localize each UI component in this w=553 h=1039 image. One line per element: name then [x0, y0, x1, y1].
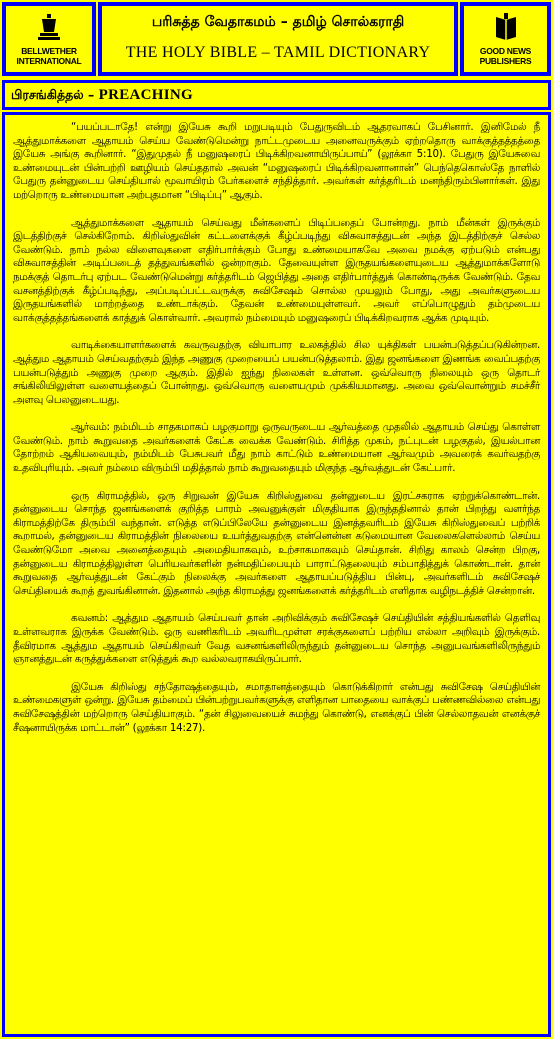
title-tamil: பரிசுத்த வேதாகமம் – தமிழ் சொல்கராதி — [151, 14, 405, 30]
paragraph: வாடிக்கையாளர்களைக் கவருவதற்கு வியாபார உலகத்தில் சில யுக்திகள் பயன்படுத்தப்படுகின்றன. ஆத்தும ஆதாயம் செய்வதற்கும் இந்த அணுகு முறையைப் பயன்படுத்தலாம். இது ஜனங்களை இணங்க வைப்பதற்கு பயன்படுத்தும் அணுகு முறை ஆகும். இதில் ஐந்து நிலைகள் உள்ளன. ஒவ்வொரு நிலையும் ஒரு தொடர் சங்கிலியிலுள்ள வளையத்தைப் போன்றது. ஒவ்வொரு வளையமும் முக்கியமானது. அவை ஒவ்வொன்றும் சமச்சீர் அளவு பெலனுடையது. — [13, 339, 540, 406]
bellwether-logo — [6, 12, 92, 66]
topic-bar — [2, 80, 551, 110]
paragraph: ஆத்துமாக்களை ஆதாயம் செய்வது மீன்களைப் பிடிப்பதைப் போன்றது. நாம் மீன்கள் இருக்கும் இடத்திற்குச் செல்கிறோம். கிறிஸ்துவின் கட்டளைக்குக் கீழ்ப்படிந்து விசுவாசத்துடன் அந்த இடத்திற்குச் செல்ல வேண்டும். நாம் நல்ல விளைவுகளை எதிர்பார்க்கும் போது உண்மையாகவே அவை நமக்கு ஏற்படும் என்பது விசுவாசத்தின் அடிப்படைத் தத்துவங்களில் ஒன்றாகும். தேவையுள்ள இருதயங்களையுடைய ஆத்துமாக்களோடு நமக்குத் தொடர்பு ஏற்பட வேண்டுமென்று கர்த்தரிடம் ஜெபித்து அதை எதிர்பார்த்துக் கொண்டிருக்க வேண்டும். தேவ வசனத்திற்குக் கீழ்ப்படிந்து, அப்படிப்பட்டவருக்கு சுவிசேஷம் சொல்ல முயலும் போது, அது அவர்களுடைய இருதயங்களில் மாற்றத்தை உண்டாக்கும். தேவன் உண்மையுள்ளவர். அவர் எப்பொழுதும் தம்முடைய வாக்குத்தத்தங்களைக் காத்துக் கொள்வார். அவரால் நம்மையும் மனுஷரைப் பிடிக்கிறவராக ஆக்க முடியும். — [13, 216, 540, 324]
lamp-icon — [36, 12, 62, 42]
topic-tamil: பிரசங்கித்தல் — [11, 87, 84, 102]
topic-heading — [11, 87, 193, 104]
book-icon — [493, 12, 519, 42]
paragraph: ஆர்வம்: நம்மிடம் சாதகமாகப் பழகுமாறு ஒருவருடைய ஆர்வத்தை முதலில் ஆதாயம் செய்து கொள்ள வேண்டும். நாம் கூறுவதை அவர்களைக் கேட்க வைக்க வேண்டும். சிரித்த முகம், நட்புடன் பழகுதல், இயல்பான தோற்றம் ஆகியவையும், நம்மிடம் பேசுபவர் மீது நாம் காட்டும் உண்மையான ஆர்வமும் அவரைக் கவர்வதற்கு உதவிபுரியும். அவர் நம்மை விரும்பி மதித்தால் நாம் கூறுவதையும் மிகுந்த ஆர்வத்துடன் கேட்பார். — [13, 421, 540, 475]
good-news-logo — [464, 12, 547, 66]
right-logo-box — [460, 2, 551, 76]
right-logo-text: GOOD NEWS PUBLISHERS — [479, 46, 532, 66]
header — [0, 0, 553, 78]
topic-separator: – — [83, 87, 99, 102]
paragraph: ஒரு கிராமத்தில், ஒரு சிறுவன் இயேசு கிறிஸ்துவை தன்னுடைய இரட்சகராக ஏற்றுக்கொண்டான். தன்னுடைய சொந்த ஜனங்களைக் குறித்த பாரம் அவனுக்குள் மிகுதியாக இருந்ததினால் தான் பிறந்து வளர்ந்த கிராமத்திற்கே திரும்பி வந்தான். எடுத்த எடுப்பிலேயே தன்னுடைய இனத்தவரிடம் இயேசு கிறிஸ்துவைப் பற்றிக் கூறாமல், தன்னுடைய கிராமத்தின் நிலையை உயர்த்துவதற்கு என்னென்ன கடுமையான வேலைகளெல்லாம் செய்ய வேண்டுமோ அவை அனைத்தையும் அமைதியாகவும், உற்சாகமாகவும் செய்தான். சிறிது காலம் சென்ற பிறகு, தன்னுடைய கிராமத்திலுள்ள பெரியவர்களின் நன்மதிப்பையும் பாராட்டுதலையும் சம்பாதித்துக் கொண்டான். தான் கூறுவதை ஆர்வத்துடன் கேட்கும் நிலைக்கு அவர்களை ஆதாயப்படுத்திய பின்பு, அவர்களிடம் சுவிசேஷச் செய்தியைக் கூறத் துவங்கினான். இதனால் அந்த கிராமத்து ஜனங்களைக் கர்த்தரிடம் எளிதாக வழிநடத்திச் சென்றான். — [13, 489, 540, 597]
title-box — [98, 2, 458, 76]
paragraph: “பயப்படாதே! என்று இயேசு கூறி மறுபடியும் பேதுருவிடம் ஆதரவாகப் பேசினார். இனிமேல் நீ ஆத்துமாக்களை ஆதாயம் செய்ய வேண்டுமென்று நாட்டமுடைய அனைவருக்கும் ஏற்றதொரு வாக்குத்தத்தத்தை இயேசு அங்கு கூறினார். “இதுமுதல் நீ மனுஷரைப் பிடிக்கிறவனாயிருப்பாய்” (லூக்கா 5:10). பேதுரு இயேசுவை உண்மையுடன் பின்பற்றி ஊழியம் செய்ததால் அவன் “மனுஷரைப் பிடிக்கிறவனானான்” பெந்தெகொஸ்தே நாளில் பேதுரு தன்னுடைய செய்தியால் மூவாயிரம் பேர்களைச் சந்தித்தார். அவர்கள் கர்த்தரிடம் மனந்திரும்பினார்கள். இது மற்றொரு உண்மையான அற்புதமான “பிடிப்பு” ஆகும். — [13, 121, 540, 201]
title-english: THE HOLY BIBLE – TAMIL DICTIONARY — [125, 44, 431, 61]
article-body — [2, 112, 551, 1037]
paragraph: இயேசு கிறிஸ்து சந்தோஷத்தையும், சமாதானத்தையும் கொடுக்கிறார் என்பது சுவிசேஷ செய்தியின் உண்மைகளுள் ஒன்று. இயேசு தம்மைப் பின்பற்றுபவர்களுக்கு எளிதான பாதையை வாக்குப் பண்ணவில்லை என்பது சுவிசேஷத்தின் மற்றொரு செய்தியாகும். “தன் சிலுவையைச் சுமந்து கொண்டு, எனக்குப் பின் செல்லாதவன் எனக்குச் சீஷனாயிருக்க மாட்டான்” (லூக்கா 14:27). — [13, 680, 540, 734]
topic-english: PREACHING — [98, 87, 193, 103]
paragraph: கவனம்: ஆத்தும ஆதாயம் செய்பவர் தான் அறிவிக்கும் சுவிசேஷச் செய்தியின் சத்தியங்களில் தெளிவு உள்ளவராக இருக்க வேண்டும். ஒரு வணிகரிடம் அவரிடமுள்ள சரக்குகளைப் பற்றிய எல்லா அறிவும் இருக்கும். தீவிரமாக ஆத்தும ஆதாயம் செய்கிறவர் வேத வசனங்களிலிருந்தும் தன்னுடைய சொந்த அனுபவங்களிலிருந்தும் ஞானத்துடன் கருத்துக்களை எடுத்துக் கூற வல்லவராகயிருப்பார். — [13, 612, 540, 666]
left-logo-text: BELLWETHER INTERNATIONAL — [16, 46, 82, 66]
left-logo-box — [2, 2, 96, 76]
